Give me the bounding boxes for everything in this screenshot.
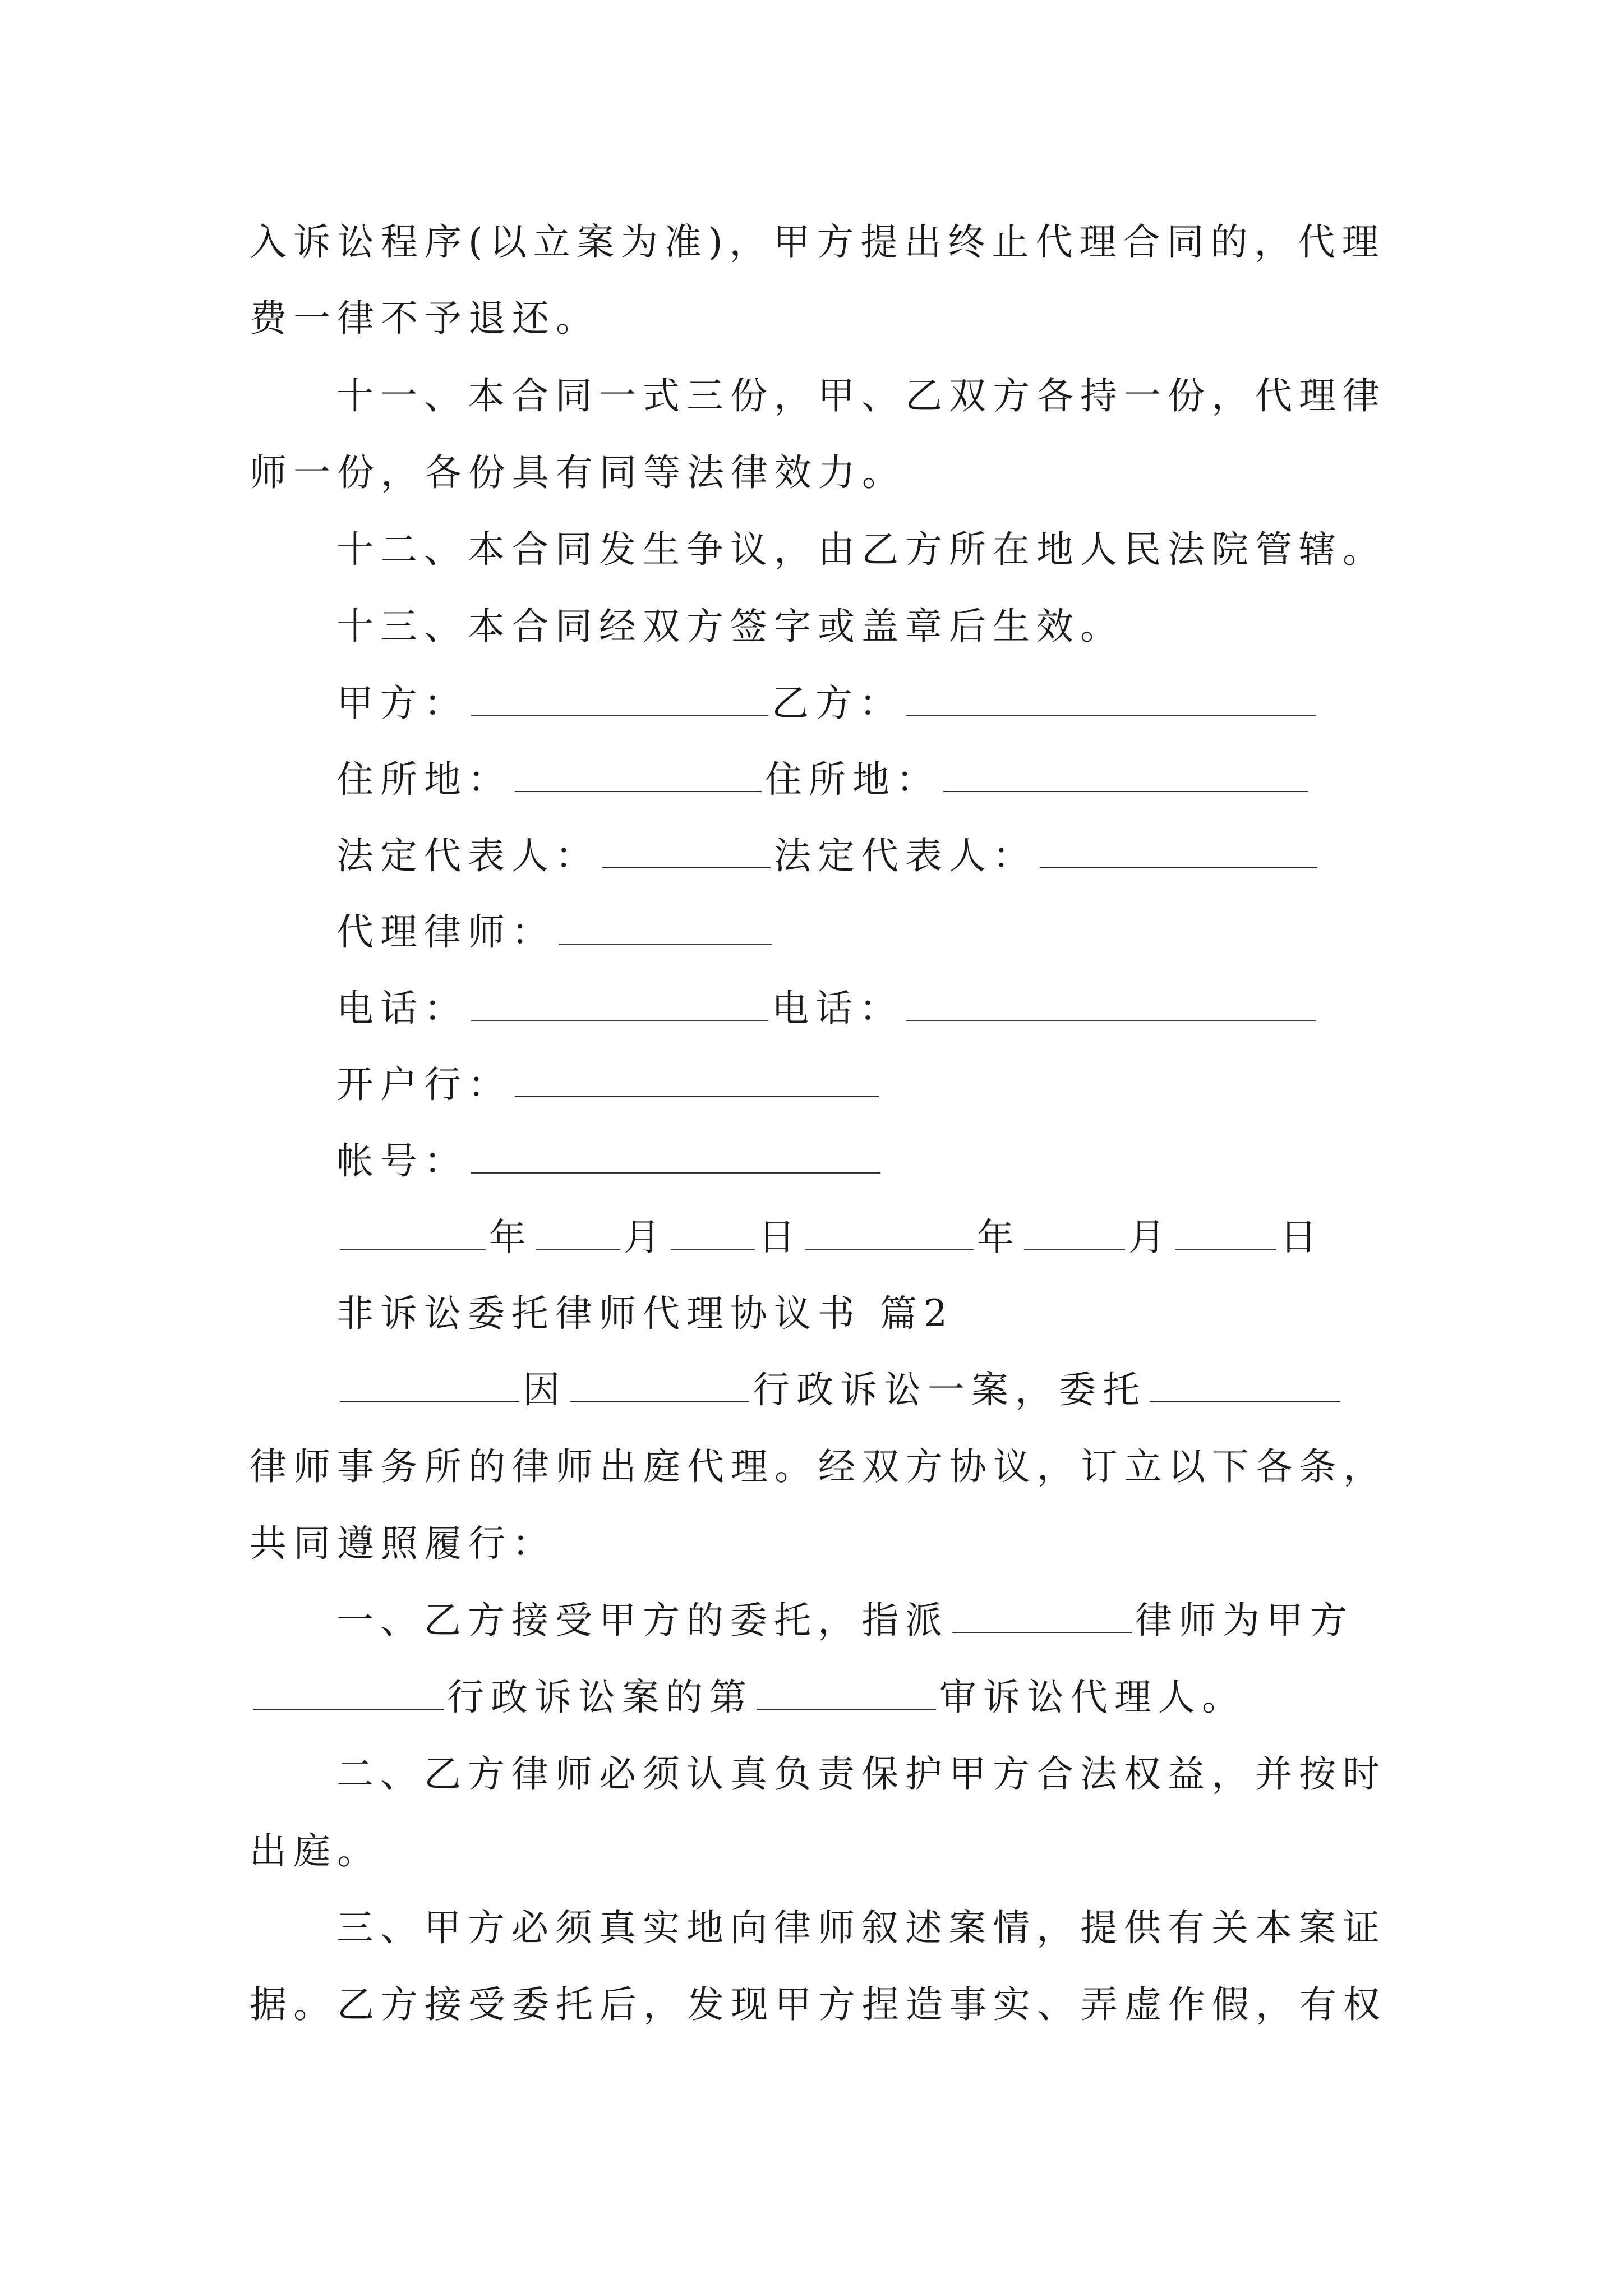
signature-row-lawyer	[336, 910, 775, 955]
day-b-label: 日	[1280, 1216, 1324, 1259]
lawyer-label: 代理律师：	[336, 910, 555, 954]
party-a-label: 甲方：	[336, 682, 468, 725]
clause-3-line-2: 据。乙方接受委托后，发现甲方捏造事实、弄虚作假，有权	[250, 1983, 1387, 2026]
signature-row-phone	[336, 986, 1319, 1031]
rep-b-label: 法定代表人：	[774, 834, 1036, 877]
signature-row-account	[336, 1139, 884, 1184]
day-a-blank	[671, 1216, 755, 1250]
clause-2-line-2: 出庭。	[250, 1829, 381, 1872]
account-blank	[471, 1140, 880, 1174]
party-b-blank	[906, 682, 1316, 716]
month-a-label: 月	[624, 1216, 667, 1259]
clause-1-part-1: 一、乙方接受甲方的委托，指派	[336, 1599, 949, 1642]
party-blank	[340, 1369, 519, 1402]
signature-row-address	[336, 757, 1311, 802]
year-b-blank	[805, 1216, 974, 1250]
section-heading: 非诉讼委托律师代理协议书 篇2	[336, 1292, 954, 1335]
phone-a-blank	[471, 987, 768, 1021]
year-a-label: 年	[489, 1216, 533, 1259]
instance-blank	[757, 1676, 936, 1710]
address-b-label: 住所地：	[765, 758, 940, 801]
address-a-label: 住所地：	[336, 758, 511, 801]
reason-blank	[570, 1369, 749, 1402]
case-blank	[253, 1676, 444, 1710]
day-a-label: 日	[758, 1216, 802, 1259]
case-text: 行政诉讼一案，委托	[753, 1368, 1146, 1411]
lawyer-blank	[559, 911, 772, 945]
rep-b-blank	[1040, 835, 1317, 868]
clause-1-part-4: 审诉讼代理人。	[939, 1676, 1246, 1719]
month-b-label: 月	[1128, 1216, 1172, 1259]
clause-1-part-3: 行政诉讼案的第	[447, 1676, 753, 1719]
signature-row-dates	[336, 1215, 1324, 1260]
day-b-blank	[1175, 1216, 1276, 1250]
clause-12: 十二、本合同发生争议，由乙方所在地人民法院管辖。	[336, 528, 1386, 571]
year-a-blank	[340, 1216, 486, 1250]
phone-a-label: 电话：	[336, 987, 468, 1030]
signature-row-bank	[336, 1062, 883, 1107]
bank-blank	[515, 1064, 879, 1097]
account-label: 帐号：	[336, 1139, 468, 1182]
firm-blank	[1150, 1369, 1340, 1402]
clause-1-line-1	[336, 1598, 1354, 1643]
phone-b-label: 电话：	[772, 987, 903, 1030]
clause-3-line-1: 三、甲方必须真实地向律师叙述案情，提供有关本案证	[336, 1906, 1386, 1949]
intro-line-1	[336, 1368, 1344, 1412]
clause-13: 十三、本合同经双方签字或盖章后生效。	[336, 605, 1124, 648]
month-b-blank	[1024, 1216, 1125, 1250]
intro-line-2: 律师事务所的律师出庭代理。经双方协议，订立以下各条，	[250, 1445, 1387, 1488]
paragraph-10-line-1: 入诉讼程序(以立案为准)，甲方提出终止代理合同的，代理	[250, 220, 1386, 264]
clause-1-line-2	[250, 1675, 1246, 1720]
year-b-label: 年	[977, 1216, 1021, 1259]
bank-label: 开户行：	[336, 1063, 511, 1106]
because-label: 因	[523, 1368, 566, 1411]
clause-11-line-1: 十一、本合同一式三份，甲、乙双方各持一份，代理律	[336, 374, 1386, 417]
lawyer-name-blank	[952, 1599, 1132, 1633]
signature-row-party	[336, 681, 1319, 726]
clause-2-line-1: 二、乙方律师必须认真负责保护甲方合法权益，并按时	[336, 1752, 1386, 1796]
phone-b-blank	[906, 987, 1316, 1021]
party-a-blank	[471, 682, 768, 716]
rep-a-blank	[602, 835, 771, 868]
intro-line-3: 共同遵照履行：	[250, 1522, 556, 1565]
address-a-blank	[515, 758, 762, 792]
month-a-blank	[536, 1216, 620, 1250]
rep-a-label: 法定代表人：	[336, 834, 599, 877]
address-b-blank	[943, 758, 1308, 792]
clause-1-part-2: 律师为甲方	[1135, 1599, 1354, 1642]
party-b-label: 乙方：	[772, 682, 903, 725]
signature-row-rep	[336, 834, 1321, 878]
clause-11-line-2: 师一份，各份具有同等法律效力。	[250, 451, 906, 494]
paragraph-10-line-2: 费一律不予退还。	[250, 297, 600, 340]
